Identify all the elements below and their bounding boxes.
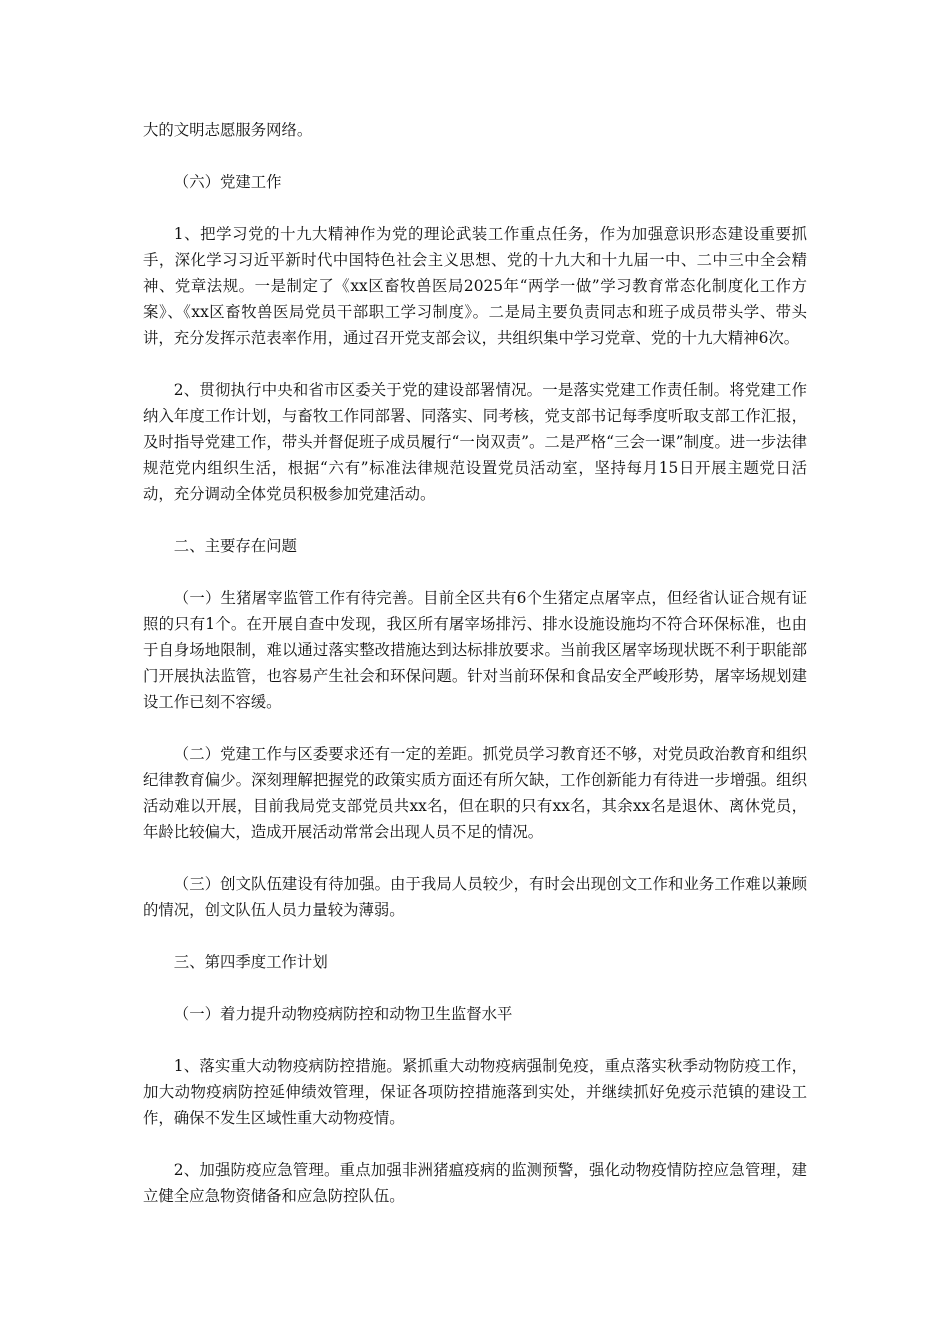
paragraph-emergency-management: 2、加强防疫应急管理。重点加强非洲猪瘟疫病的监测预警，强化动物疫情防控应急管理，建立健全应急物资储备和应急防控队伍。 (143, 1161, 807, 1205)
section-heading-main-problems: 二、主要存在问题 (173, 537, 297, 555)
paragraph-volunteer-network: 大的文明志愿服务网络。 (143, 121, 313, 139)
section-heading-q4-plan: 三、第四季度工作计划 (173, 953, 328, 971)
paragraph-civilization-team: （三）创文队伍建设有待加强。由于我局人员较少，有时会出现创文工作和业务工作难以兼顾的情况，创文队伍人员力量较为薄弱。 (143, 875, 807, 919)
paragraph-major-disease-measures: 1、落实重大动物疫病防控措施。紧抓重大动物疫病强制免疫，重点落实秋季动物防疫工作，加大动物疫病防控延伸绩效管理，保证各项防控措施落到实处，并继续抓好免疫示范镇的建设工作，确保不发生区域性重大动物疫情。 (143, 1057, 807, 1127)
paragraph-party-study: 1、把学习党的十九大精神作为党的理论武装工作重点任务，作为加强意识形态建设重要抓手，深化学习习近平新时代中国特色社会主义思想、党的十九大和十九届一中、二中三中全会精神、党章法规。一是制定了《xx区畜牧兽医局2025年“两学一做”学习教育常态化制度化工作方案》、《xx区畜牧兽医局党员干部职工学习制度》。二是局主要负责同志和班子成员带头学、带头讲，充分发挥示范表率作用，通过召开党支部会议，共组织集中学习党章、党的十九大精神6次。 (143, 225, 807, 347)
document-page (143, 117, 807, 1235)
paragraph-party-deployment: 2、贯彻执行中央和省市区委关于党的建设部署情况。一是落实党建工作责任制。将党建工作纳入年度工作计划，与畜牧工作同部署、同落实、同考核，党支部书记每季度听取支部工作汇报，及时指导党建工作，带头并督促班子成员履行“一岗双责”。二是严格“三会一课”制度。进一步法律规范党内组织生活，根据“六有”标准法律规范设置党员活动室，坚持每月15日开展主题党日活动，充分调动全体党员积极参加党建活动。 (143, 381, 807, 503)
section-heading-party-building: （六）党建工作 (173, 173, 282, 191)
paragraph-slaughter-supervision: （一）生猪屠宰监管工作有待完善。目前全区共有6个生猪定点屠宰点，但经省认证合规有证照的只有1个。在开展自查中发现，我区所有屠宰场排污、排水设施设施均不符合环保标准，也由于自身场地限制，难以通过落实整改措施达到达标排放要求。当前我区屠宰场现状既不利于职能部门开展执法监管，也容易产生社会和环保问题。针对当前环保和食品安全严峻形势，屠宰场规划建设工作已刻不容缓。 (143, 589, 807, 711)
paragraph-party-gap: （二）党建工作与区委要求还有一定的差距。抓党员学习教育还不够，对党员政治教育和组织纪律教育偏少。深刻理解把握党的政策实质方面还有所欠缺，工作创新能力有待进一步增强。组织活动难以开展，目前我局党支部党员共xx名，但在职的只有xx名，其余xx名是退休、离休党员，年龄比较偏大，造成开展活动常常会出现人员不足的情况。 (143, 745, 807, 841)
subsection-heading-disease-control: （一）着力提升动物疫病防控和动物卫生监督水平 (173, 1005, 513, 1023)
